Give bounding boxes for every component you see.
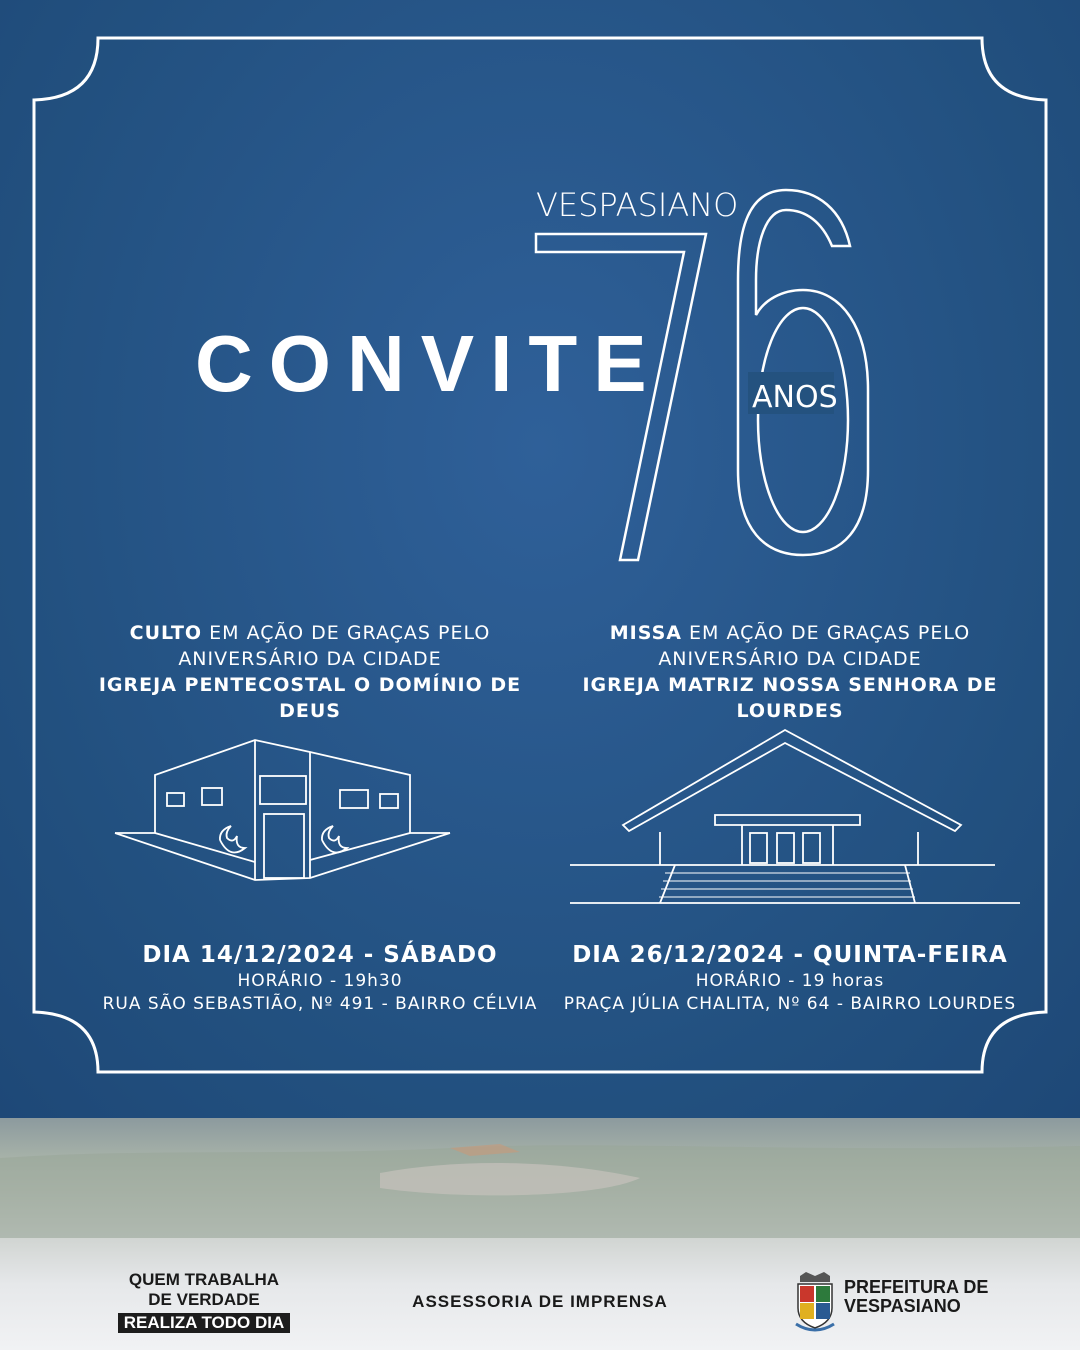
prefeitura-line2: VESPASIANO <box>844 1296 961 1316</box>
event-missa-info <box>545 620 1035 724</box>
event-date: DIA 26/12/2024 - QUINTA-FEIRA <box>572 942 1008 968</box>
pentecostal-church-illustration <box>110 730 460 915</box>
slogan-line3: REALIZA TODO DIA <box>118 1313 291 1333</box>
press-office-label: ASSESSORIA DE IMPRENSA <box>412 1292 668 1311</box>
event-line1: EM AÇÃO DE GRAÇAS PELO <box>681 622 971 644</box>
event-line2: ANIVERSÁRIO DA CIDADE <box>658 648 922 670</box>
event-type: CULTO <box>129 622 203 644</box>
event-culto-schedule <box>70 942 570 1014</box>
event-missa-schedule <box>555 942 1025 1014</box>
slogan-badge <box>116 1270 292 1333</box>
slogan-line2: DE VERDADE <box>148 1290 260 1309</box>
event-time: HORÁRIO - 19 horas <box>695 971 885 991</box>
event-line2: ANIVERSÁRIO DA CIDADE <box>178 648 442 670</box>
event-type: MISSA <box>609 622 682 644</box>
coat-of-arms-icon <box>792 1272 838 1334</box>
event-time: HORÁRIO - 19h30 <box>237 971 403 991</box>
years-label: ANOS <box>752 380 838 415</box>
event-address: RUA SÃO SEBASTIÃO, Nº 491 - BAIRRO CÉLVIA <box>102 994 538 1014</box>
slogan-line1: QUEM TRABALHA <box>128 1270 280 1289</box>
event-address: PRAÇA JÚLIA CHALITA, Nº 64 - BAIRRO LOURDES <box>563 994 1017 1014</box>
event-date: DIA 14/12/2024 - SÁBADO <box>142 942 498 968</box>
prefeitura-line1: PREFEITURA DE <box>844 1277 989 1297</box>
event-venue: IGREJA PENTECOSTAL O DOMÍNIO DE DEUS <box>98 674 522 722</box>
city-name: VESPASIANO <box>536 186 739 224</box>
invitation-title: CONVITE <box>195 319 663 408</box>
matriz-church-illustration <box>565 725 1025 910</box>
event-line1: EM AÇÃO DE GRAÇAS PELO <box>202 622 491 644</box>
event-culto-info <box>70 620 550 724</box>
event-venue: IGREJA MATRIZ NOSSA SENHORA DE LOURDES <box>582 674 998 722</box>
